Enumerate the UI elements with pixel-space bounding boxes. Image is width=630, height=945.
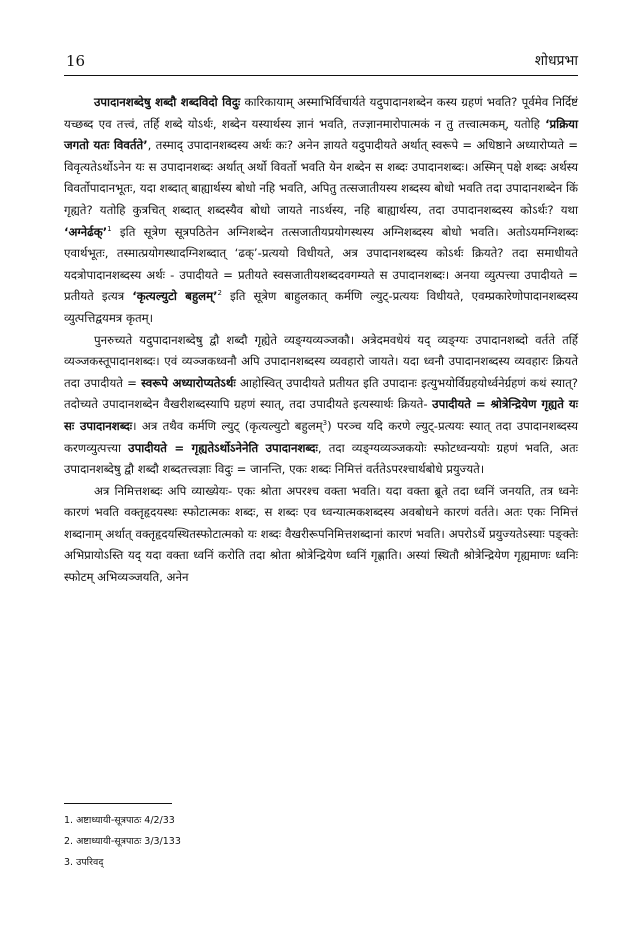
journal-title: शोधप्रभा [534,53,578,69]
footnotes [64,810,464,873]
header-rule [64,75,578,76]
footnote: 1. अष्टाध्यायी-सूत्रपाठः 4/2/33 [64,815,175,826]
text-run: । अत्र तथैव कर्मणि ल्युट् (कृत्यल्युटो बहुलम् [132,418,323,433]
footnote-marker: 3 [322,419,328,428]
paragraph [64,330,578,481]
text-run: इति सूत्रेण सूत्रपठितेन अग्निशब्देन तत्सजातीयप्रयोगस्थस्य अग्निशब्दस्य बोधो भवति। अतोऽयमग्निशब्दः एवार्थभूतः, तस्मात्प्रयोगस्थादग्निशब्दात् ‘ढक्’-प्रत्ययो विधीयते, अत्र उपादानशब्दस्य कोऽर्थः क्रियते? तदा समाधीयते यदत्रोपादानशब्दस्य अर्थः - उपादीयते = प्रतीयते स्वसजातीयशब्ददवगम्यते स उपादानशब्दः। अनया व्युत्पत्त्या उपादीयते = प्रतीयते इत्यत्र [64,224,578,304]
footnote-marker: 1 [107,224,112,233]
bold-phrase: उपादानशब्देषु शब्दौ शब्दविदो विदुः [94,95,241,109]
bold-phrase: स्वरूपे अध्यारोप्यतेऽर्थः [141,375,236,390]
text-run: कारिकायाम् अस्माभिर्विचार्यते यदुपादानशब्देन कस्य ग्रहणं भवति? पूर्वमेव निर्दिष्टं यच्छब्द एव तत्त्वं, तर्हि शब्दे योऽर्थः, शब्देन यस्यार्थस्य ज्ञानं भवति, तज्ज्ञानमारोपात्मकं न तु तत्त्वात्मकम्, यतोहि [64,95,578,131]
text-run: पुनरुच्यते यदुपादानशब्देषु द्वौ शब्दौ गृह्येते व्यङ्ग्यव्यञ्जकौ। अत्रेदमवधेयं यद् व्यङ्ग्यः उपादानशब्दो वर्तते तर्हि व्यञ्जकस्तूपादानशब्दः। एवं व्यञ्जकध्वनौ अपि उपादानशब्दस्य व्यवहारो जायते। यदा ध्वनौ उपादानशब्दस्य व्यवहारः क्रियते तदा उपादीयते = [64,332,578,390]
paragraph [64,481,578,589]
footnote-rule [64,803,172,804]
bold-phrase: ‘अग्नेर्ढक्’ [64,224,108,239]
bold-phrase: उपादीयते = श्रोत्रेन्द्रियेण गृह्यते यः सः उपादानशब्दः [64,397,579,433]
page-header [64,50,578,76]
page-number: 16 [66,52,86,70]
bold-phrase: ‘कृत्यल्युटो बहुलम्’ [132,289,218,304]
footnote: 3. उपरिवद् [64,857,104,868]
bold-phrase: ‘प्रक्रिया जगतो यतः विवर्तते’ [64,116,578,153]
bold-phrase: उपादीयते = गृह्यतेऽर्थोऽनेनेति उपादानशब्दः [128,440,318,455]
text-run: आहोस्वित् उपादीयते प्रतीयत इति उपादानः इत्युभयोर्विग्रहयोर्ध्वनेर्ग्रहणं कथं स्यात्? तदोच्यते उपादानशब्देन वैखरीशब्दस्यापि ग्रहणं स्यात्, तदा उपादीयते इत्यस्यार्थः क्रियते- [64,375,578,412]
footnote: 2. अष्टाध्यायी-सूत्रपाठः 3/3/133 [64,836,181,847]
text-run: ) परञ्च यदि करणे ल्युट्-प्रत्ययः स्यात् तदा उपादानशब्दस्य करणव्युत्पत्त्या [64,418,578,455]
text-run: इति सूत्रेण बाहुलकात् कर्मणि ल्युट्-प्रत्ययः विधीयते, एवम्प्रकारेणोपादानशब्दस्य व्युत्पत्तिद्वयमत्र कृतम्। [64,289,578,325]
text-run: , तस्माद् उपादानशब्दस्य अर्थः कः? अनेन ज्ञायते यदुपादीयते अर्थात् स्वरूपे = अधिष्ठाने अध्यारोप्यते = विवृत्यतेऽर्थोऽनेन यः स उपादानशब्दः अर्थात् अर्थो विवर्तो भवति येन शब्देन स शब्दः उपादानशब्दः। अस्मिन् पक्षे शब्दः अर्थस्य विवर्तोपादानभूतः, यदा शब्दात् बाह्यार्थस्य बोधो नहि भवति, अपितु तत्सजातीयस्य शब्दस्य बोधो भवति तदा उपादानशब्देन किं गृह्यते? यतोहि कुत्रचित् शब्दात् शब्दस्यैव बोधो जायते नाऽर्थस्य, नहि बाह्यार्थस्य, तदा उपादानशब्दस्य कोऽर्थः? यथा [64,138,578,217]
text-run: अत्र निमित्तशब्दः अपि व्याख्येयः- एकः श्रोता अपरश्च वक्ता भवति। यदा वक्ता ब्रूते तदा ध्वनिं जनयति, तत्र ध्वनेः कारणं भवति वक्तृहृदयस्थः स्फोटात्मकः शब्दः, स शब्दः एव ध्वन्यात्मकशब्दस्य अवबोधने कारणं वर्तते। अतः एकः निमित्तं शब्दानाम् अर्थात् वक्तृहृदयस्थितस्फोटात्मको यः शब्दः वैखरीरूपनिमित्तशब्दानां कारणं भवति। अपरोऽर्थे प्रयुज्यतेऽस्याः पङ्क्तेः अभिप्रायोऽस्ति यद् यदा वक्ता ध्वनिं करोति तदा श्रोता श्रोत्रेन्द्रियेण ध्वनिं गृह्णाति। अस्यां स्थितौ श्रोत्रेन्द्रियेण गृह्यमाणः ध्वनिः स्फोटम् अभिव्यञ्जयति, अनेन [64,483,578,585]
footnote-marker: 2 [217,289,222,298]
text-run: , तदा व्यङ्ग्यव्यञ्जकयोः स्फोटध्वन्ययोः ग्रहणं भवति, अतः उपादानशब्देषु द्वौ शब्दौ शब्दतत्त्वज्ञाः विदुः = जानन्ति, एकः शब्दः निमित्तं वर्ततेऽपरश्चार्थबोधे प्रयुज्यते। [64,440,579,477]
body-text [64,92,578,589]
paragraph [64,92,578,330]
